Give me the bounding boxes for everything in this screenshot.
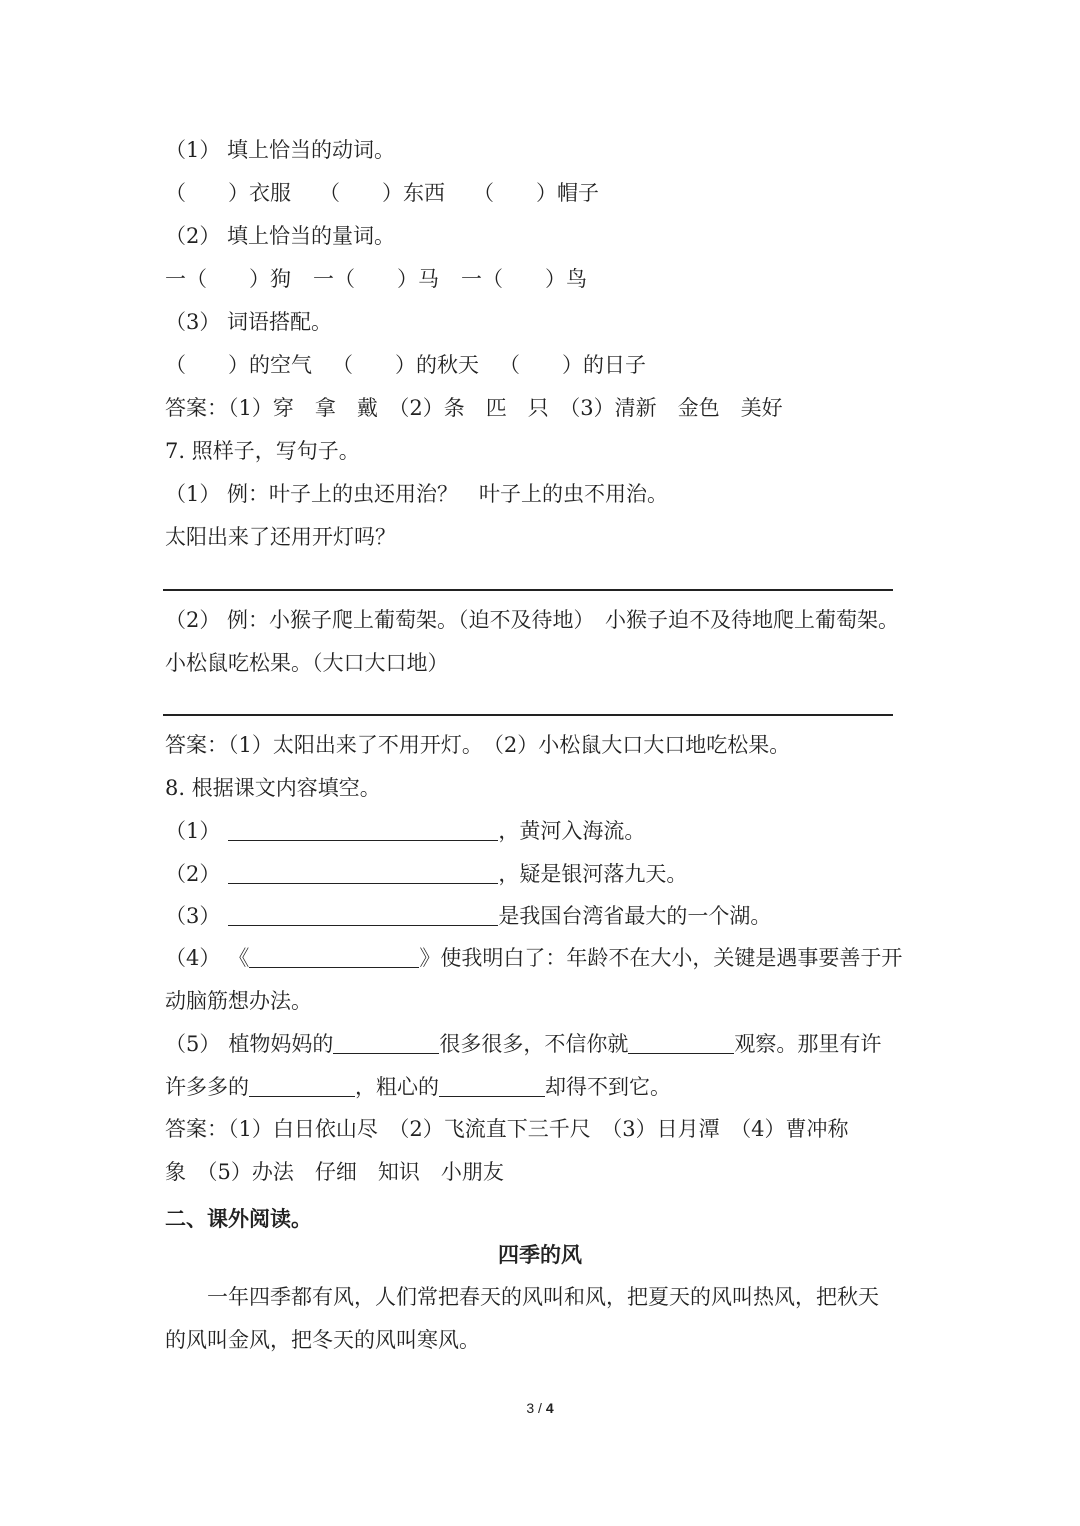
q7-sub2-task: 小松鼠吃松果。（大口大口地） [165,651,449,675]
page-total: 4 [545,1400,554,1416]
q8-blank-5c [249,1074,355,1097]
q8-line-5 [165,1029,881,1059]
q8-blank-3 [228,903,498,926]
q8-line-5-number: （5） [165,1032,221,1056]
q8-blank-5b [628,1031,734,1054]
q8-answer-line-1: 答案：（1）白日依山尽 （2）飞流直下三千尺 （3）日月潭 （4）曹冲称 [165,1117,849,1141]
q6-sub1-title: （1） 填上恰当的动词。 [165,138,396,162]
page-number [0,1398,1080,1418]
page-current: 3 [526,1400,535,1416]
q8-line-4 [165,943,902,973]
q8-line-3-text: 是我国台湾省最大的一个湖。 [498,904,772,928]
q6-sub2-item: 一（ ）鸟 [461,267,587,291]
q6-sub2-item: 一（ ）狗 [165,267,291,291]
q6-sub3-item: （ ）的秋天 [332,353,479,377]
q8-line-6-text-c: 却得不到它。 [545,1075,671,1099]
q6-sub2-items [165,264,587,294]
q8-line-2-number: （2） [165,862,221,886]
q7-sub2-answer-line [163,714,893,716]
q6-sub3-item: （ ）的空气 [165,353,312,377]
q8-line-1-text: ，黄河入海流。 [498,819,646,843]
q6-sub3-title: （3） 词语搭配。 [165,310,333,334]
q8-blank-5d [439,1074,545,1097]
q8-line-4-text: 》使我明白了：年龄不在大小，关键是遇事要善于开 [419,946,903,970]
passage-title: 四季的风 [498,1243,582,1267]
q8-line-3-number: （3） [165,904,221,928]
page-separator: / [534,1400,546,1416]
q8-line-4-cont: 动脑筋想办法。 [165,989,312,1013]
q8-blank-1 [228,818,498,841]
q8-blank-2 [228,861,498,884]
q8-line-6-text-a: 许多多的 [165,1075,249,1099]
q6-answer: 答案：（1）穿 拿 戴 （2）条 匹 只 （3）清新 金色 美好 [165,396,783,420]
q6-sub2-title: （2） 填上恰当的量词。 [165,224,396,248]
passage-line-1: 一年四季都有风，人们常把春天的风叫和风，把夏天的风叫热风，把秋天 [207,1285,879,1309]
q7-sub1-example: （1） 例：叶子上的虫还用治？ 叶子上的虫不用治。 [165,482,669,506]
q6-sub3-items [165,350,646,380]
q6-sub1-item: （ ）衣服 [165,181,291,205]
q8-line-6 [165,1072,671,1102]
q8-blank-4 [249,945,419,968]
q8-line-4-open: 《 [228,946,250,970]
q8-line-5-text-c: 观察。那里有许 [734,1032,882,1056]
q7-answer: 答案：（1）太阳出来了不用开灯。 （2）小松鼠大口大口地吃松果。 [165,733,791,757]
q7-sub1-task: 太阳出来了还用开灯吗？ [165,525,396,549]
q8-line-5-text-b: 很多很多，不信你就 [439,1032,629,1056]
q8-line-5-text-a: 植物妈妈的 [228,1032,334,1056]
q7-title: 7. 照样子，写句子。 [165,439,360,463]
q8-line-1-number: （1） [165,819,221,843]
q7-sub1-answer-line [163,589,893,591]
q8-answer-line-2: 象 （5）办法 仔细 知识 小朋友 [165,1160,504,1184]
q8-line-3 [165,901,771,931]
section-heading: 二、课外阅读。 [165,1207,312,1231]
q8-blank-5a [333,1031,439,1054]
q6-sub1-items [165,178,599,208]
q6-sub1-item: （ ）东西 [319,181,445,205]
q8-line-2 [165,859,687,889]
q6-sub1-item: （ ）帽子 [473,181,599,205]
q8-line-6-text-b: ，粗心的 [355,1075,439,1099]
q7-sub2-example: （2） 例：小猴子爬上葡萄架。（迫不及待地） 小猴子迫不及待地爬上葡萄架。 [165,608,900,632]
q8-line-4-number: （4） [165,946,221,970]
q6-sub3-item: （ ）的日子 [499,353,646,377]
q8-line-1 [165,816,645,846]
q8-title: 8. 根据课文内容填空。 [165,776,381,800]
q6-sub2-item: 一（ ）马 [313,267,439,291]
q8-line-2-text: ，疑是银河落九天。 [498,862,688,886]
passage-line-2: 的风叫金风，把冬天的风叫寒风。 [165,1328,480,1352]
